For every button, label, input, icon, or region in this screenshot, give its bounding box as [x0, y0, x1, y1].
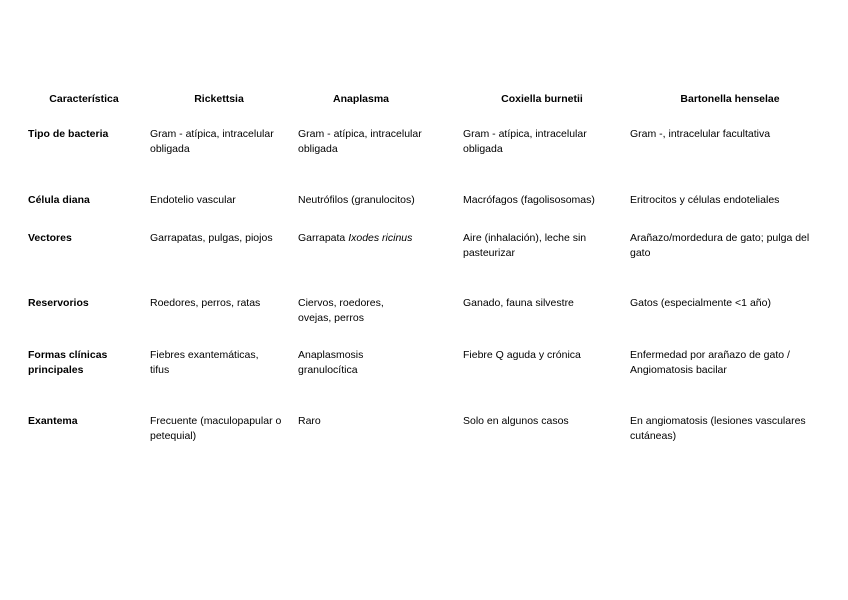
- cell-formas-coxiella: Fiebre Q aguda y crónica: [463, 349, 581, 361]
- cell-vectores-bartonella: Arañazo/mordedura de gato; pulga del gato: [630, 232, 810, 259]
- cell-formas-anaplasma: Anaplasmosis granulocítica: [298, 349, 364, 376]
- header-anaplasma: Anaplasma: [332, 93, 390, 105]
- cell-reservorios-rickettsia: Roedores, perros, ratas: [150, 297, 261, 309]
- cell-reservorios-bartonella: Gatos (especialmente <1 año): [630, 297, 771, 309]
- cell-celula-bartonella: Eritrocitos y células endoteliales: [630, 194, 780, 206]
- header-caracteristica: Característica: [49, 93, 119, 105]
- cell-reservorios-anaplasma: Ciervos, roedores, ovejas, perros: [298, 297, 384, 324]
- row-label-exantema: Exantema: [28, 415, 78, 427]
- row-label-celula-diana: Célula diana: [28, 194, 90, 206]
- cell-vectores-anaplasma: [298, 231, 438, 246]
- cell-vectores-anaplasma-prefix: Garrapata: [298, 232, 349, 244]
- cell-vectores-anaplasma-species: Ixodes ricinus: [348, 232, 413, 244]
- cell-celula-rickettsia: Endotelio vascular: [150, 194, 236, 206]
- row-label-vectores: Vectores: [28, 232, 72, 244]
- cell-celula-coxiella: Macrófagos (fagolisosomas): [463, 194, 595, 206]
- cell-exantema-anaplasma: Raro: [298, 415, 321, 427]
- row-label-formas-clinicas: Formas clínicas principales: [28, 349, 108, 376]
- cell-tipo-anaplasma: Gram - atípica, intracelular obligada: [298, 128, 422, 155]
- cell-vectores-coxiella: Aire (inhalación), leche sin pasteurizar: [463, 232, 587, 259]
- cell-tipo-bartonella: Gram -, intracelular facultativa: [630, 128, 771, 140]
- cell-formas-bartonella: Enfermedad por arañazo de gato / Angiomatosis bacilar: [630, 349, 790, 376]
- cell-exantema-rickettsia: Frecuente (maculopapular o petequial): [150, 415, 282, 442]
- cell-formas-rickettsia: Fiebres exantemáticas, tifus: [150, 349, 259, 376]
- cell-tipo-rickettsia: Gram - atípica, intracelular obligada: [150, 128, 274, 155]
- header-coxiella: Coxiella burnetii: [501, 93, 583, 105]
- cell-celula-anaplasma: Neutrófilos (granulocitos): [298, 194, 415, 206]
- header-bartonella: Bartonella henselae: [680, 93, 780, 105]
- row-label-reservorios: Reservorios: [28, 297, 89, 309]
- header-rickettsia: Rickettsia: [194, 93, 244, 105]
- cell-tipo-coxiella: Gram - atípica, intracelular obligada: [463, 128, 587, 155]
- cell-exantema-coxiella: Solo en algunos casos: [463, 415, 569, 427]
- cell-exantema-bartonella: En angiomatosis (lesiones vasculares cutáneas): [630, 415, 806, 442]
- row-label-tipo-de-bacteria: Tipo de bacteria: [28, 128, 109, 140]
- cell-reservorios-coxiella: Ganado, fauna silvestre: [463, 297, 574, 309]
- cell-vectores-rickettsia: Garrapatas, pulgas, piojos: [150, 232, 273, 244]
